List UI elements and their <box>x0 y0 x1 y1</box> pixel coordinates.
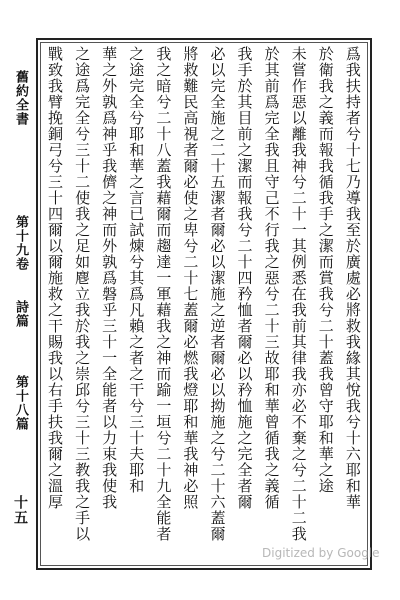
text-column-10: 華之外孰爲神乎我儕之神而外孰爲磐乎三十一全能者以力束我使我 <box>100 46 119 510</box>
chapter-label: 第十八篇 <box>13 375 28 431</box>
text-column-4: 於其前爲完全我且守己不行我之惡兮二十三故耶和華曾循我之義循 <box>262 46 281 510</box>
text-column-9: 之途完全兮耶和華之言已試煉兮其爲凡賴之者之干兮三十夫耶和 <box>127 46 146 494</box>
text-column-5: 我手於其目前之潔而報我兮二十四矜恤者爾必以矜恤施之完全者爾 <box>235 46 254 510</box>
text-column-11: 之途爲完全兮三十二使我之足如麀立我於我之崇邱兮三十三教我之手以 <box>73 46 92 542</box>
volume-label: 第十九卷 <box>13 215 28 271</box>
text-columns <box>44 46 364 562</box>
text-column-7: 將救難民高視者爾必使之卑兮二十七蓋爾必燃我燈耶和華我神必照 <box>181 46 200 510</box>
text-column-6: 必以完全施之二十五潔者爾必以潔施之逆者爾必以拗施之兮二十六蓋爾 <box>208 46 227 542</box>
digitization-watermark: Digitized by Google <box>262 546 380 560</box>
margin-column <box>8 70 32 540</box>
book-title: 舊約全書 <box>13 70 28 126</box>
text-column-8: 我之暗兮二十八蓋我藉爾而趨達一軍藉我之神而踰一垣兮二十九全能者 <box>154 46 173 542</box>
text-column-1: 爲我扶持者兮十七乃導我至於廣處必將救我緣其悅我兮十六耶和華 <box>343 46 362 510</box>
text-column-12: 戰致我臂挽銅弓兮三十四爾以爾施救之干賜我以右手扶我爾之溫厚 <box>46 46 64 510</box>
page-number: 十五 <box>12 495 28 525</box>
text-column-3: 未嘗作惡以離我神兮二十一其例悉在我前其律我亦必不棄之兮二十二我 <box>289 46 308 542</box>
text-column-2: 於衛我之義而報我循我手之潔而賞我兮二十蓋我曾守耶和華之途 <box>316 46 335 494</box>
section-label: 詩篇 <box>13 300 28 328</box>
